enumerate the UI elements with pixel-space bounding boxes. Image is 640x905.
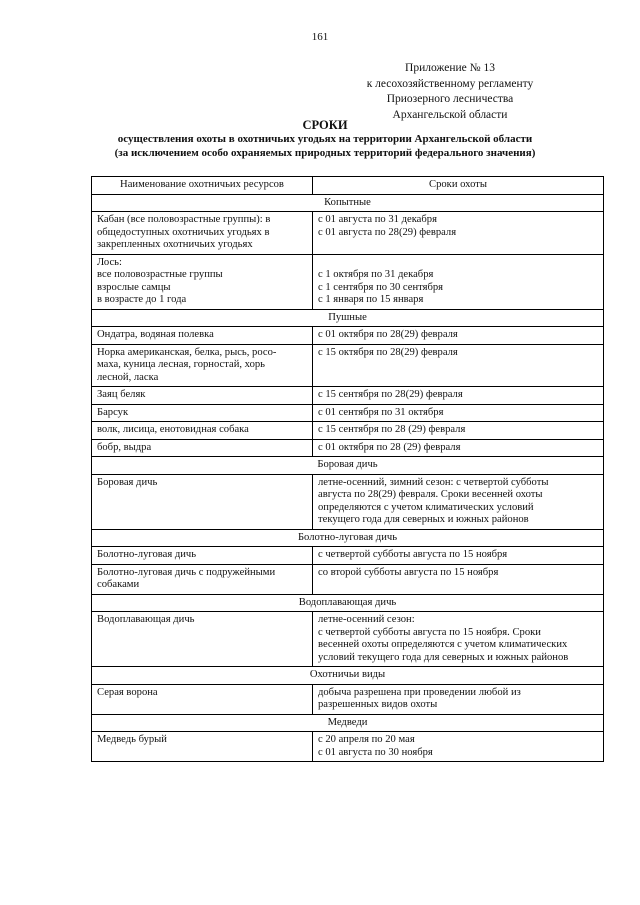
cell-line: с 1 октября по 31 декабря [318, 269, 434, 280]
cell-line: все половозрастные группы [97, 269, 223, 280]
cell-line: летне-осенний сезон: [318, 614, 415, 625]
subtitle-line: осуществления охоты в охотничьих угодьях на территории Архангельской области [117, 133, 533, 145]
document-title: СРОКИ [302, 118, 348, 132]
resource-cell: Боровая дичь [92, 474, 313, 529]
cell-line: взрослые самцы [97, 281, 171, 293]
table-row [92, 422, 604, 440]
table-row [92, 732, 604, 762]
cell-line: Кабан (все половозрастные группы): в [97, 214, 271, 225]
table-row [92, 327, 604, 345]
cell-line: Норка американская, белка, рысь, росо- [97, 346, 277, 358]
group-upland-game: Боровая дичь [92, 457, 604, 475]
group-row [92, 667, 604, 685]
cell-line: условий текущего года для северных и южных районов [318, 651, 569, 663]
period-cell: с четвертой субботы августа по 15 ноября [313, 547, 604, 565]
period-cell [313, 732, 604, 762]
cell-line: закрепленных охотничьих угодьях [97, 239, 253, 250]
group-bears: Медведи [92, 714, 604, 732]
appendix-line: Приозерного лесничества [386, 93, 514, 105]
cell-line: разрешенных видов охоты [318, 699, 438, 710]
cell-line: лесной, ласка [97, 371, 159, 383]
cell-line: с 1 сентября по 30 сентября [318, 281, 444, 293]
period-cell: с 01 сентября по 31 октября [313, 404, 604, 422]
period-cell [313, 212, 604, 255]
cell-line: в возрасте до 1 года [97, 294, 187, 305]
table-row [92, 474, 604, 529]
resource-cell: Ондатра, водяная полевка [92, 327, 313, 345]
table-header-row [92, 177, 604, 195]
resource-cell: волк, лисица, енотовидная собака [92, 422, 313, 440]
period-cell: с 15 сентября по 28 (29) февраля [313, 422, 604, 440]
resource-cell [92, 254, 313, 309]
table-row [92, 564, 604, 594]
group-hunting-species: Охотничьи виды [92, 667, 604, 685]
cell-line: Болотно-луговая дичь с подружейными [97, 566, 276, 578]
group-fur-animals: Пушные [92, 309, 604, 327]
resource-cell [92, 564, 313, 594]
resource-cell [92, 344, 313, 387]
appendix-line: к лесохозяйственному регламенту [366, 77, 534, 90]
cell-line: с четвертой субботы августа по 15 ноября. Сроки [318, 626, 541, 638]
cell-line [318, 257, 599, 270]
appendix-line: Приложение № 13 [405, 62, 495, 74]
group-row [92, 457, 604, 475]
table-row [92, 344, 604, 387]
group-row [92, 194, 604, 212]
column-header-resources: Наименование охотничьих ресурсов [92, 177, 313, 195]
cell-line: летне-осенний, зимний сезон: с четвертой субботы [318, 476, 549, 488]
appendix-header [330, 61, 570, 123]
cell-line: с 01 августа по 31 декабря [318, 214, 437, 225]
cell-line: весенней охоты определяются с учетом климатических [318, 639, 568, 650]
period-cell: с 01 октября по 28(29) февраля [313, 327, 604, 345]
cell-line: собаками [97, 579, 140, 590]
page-number: 161 [311, 31, 329, 43]
resource-cell: Заяц беляк [92, 387, 313, 405]
cell-line: Лось: [97, 256, 122, 268]
table-row [92, 439, 604, 457]
column-header-periods: Сроки охоты [313, 177, 604, 195]
cell-line: с 1 января по 15 января [318, 294, 424, 305]
group-waterfowl: Водоплавающая дичь [92, 594, 604, 612]
period-cell: с 15 октября по 28(29) февраля [313, 344, 604, 387]
resource-cell: Медведь бурый [92, 732, 313, 762]
period-cell [313, 474, 604, 529]
cell-line: маха, куница лесная, горностай, хорь [97, 359, 265, 370]
period-cell [313, 684, 604, 714]
period-cell: с 01 октября по 28 (29) февраля [313, 439, 604, 457]
period-cell [313, 612, 604, 667]
table-row [92, 547, 604, 565]
cell-line: добыча разрешена при проведении любой из [318, 686, 521, 698]
group-row [92, 529, 604, 547]
document-subtitle [0, 133, 640, 160]
cell-line: с 20 апреля по 20 мая [318, 734, 415, 745]
cell-line: с 01 августа по 28(29) февраля [318, 226, 457, 238]
appendix-line: Архангельской области [392, 108, 508, 121]
resource-cell: Болотно-луговая дичь [92, 547, 313, 565]
table-row [92, 612, 604, 667]
group-row [92, 309, 604, 327]
subtitle-line: (за исключением особо охраняемых природных территорий федерального значения) [114, 146, 536, 159]
cell-line: августа по 28(29) февраля. Сроки весенней охоты [318, 489, 543, 500]
group-marsh-game: Болотно-луговая дичь [92, 529, 604, 547]
group-row [92, 594, 604, 612]
cell-line: с 01 августа по 30 ноября [318, 746, 433, 758]
cell-line: текущего года для северных и южных районов [318, 514, 529, 525]
table-row [92, 254, 604, 309]
group-ungulates: Копытные [92, 194, 604, 212]
period-cell: со второй субботы августа по 15 ноября [313, 564, 604, 594]
resource-cell [92, 212, 313, 255]
period-cell [313, 254, 604, 309]
period-cell: с 15 сентября по 28(29) февраля [313, 387, 604, 405]
resource-cell: Серая ворона [92, 684, 313, 714]
resource-cell: Барсук [92, 404, 313, 422]
group-row [92, 714, 604, 732]
cell-line: определяются с учетом климатических условий [318, 501, 534, 513]
table-row [92, 212, 604, 255]
table-row [92, 387, 604, 405]
cell-line: общедоступных охотничьих угодьях в [97, 226, 270, 238]
hunting-periods-table [91, 176, 604, 762]
resource-cell: Водоплавающая дичь [92, 612, 313, 667]
resource-cell: бобр, выдра [92, 439, 313, 457]
table-row [92, 684, 604, 714]
table-row [92, 404, 604, 422]
